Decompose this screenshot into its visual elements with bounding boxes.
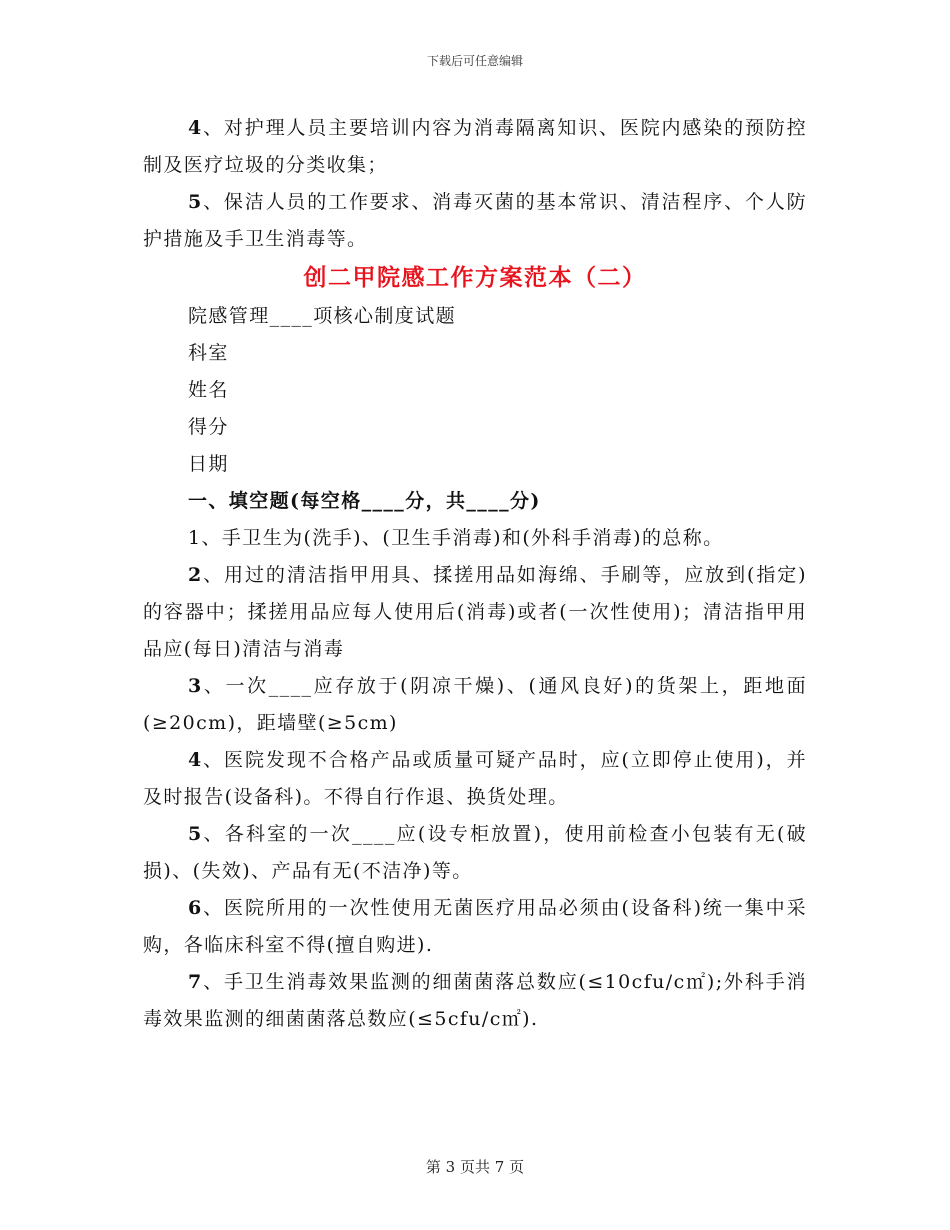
item-number: 1: [188, 527, 202, 549]
item-text: 、一次____应存放于(阴凉干燥)、(通风良好)的货架上，距地面(≥20cm)，距墙壁(≥5cm): [143, 675, 807, 734]
item-number: 7: [188, 971, 203, 993]
score-field-label: 得分: [188, 416, 229, 438]
item-text: 、手卫生为(洗手)、(卫生手消毒)和(外科手消毒)的总称。: [201, 527, 724, 549]
exam-title-line: 院感管理____项核心制度试题: [188, 305, 457, 327]
item-text: 、对护理人员主要培训内容为消毒隔离知识、医院内感染的预防控制及医疗垃圾的分类收集；: [143, 117, 807, 176]
section-title: 创二甲院感工作方案范本（二）: [303, 265, 647, 291]
item-number: 4: [188, 117, 203, 139]
item-text: 、医院发现不合格产品或质量可疑产品时，应(立即停止使用)，并及时报告(设备科)。不得自行作退、换货处理。: [143, 749, 807, 808]
question-item: [143, 742, 807, 816]
item-text: 、医院所用的一次性使用无菌医疗用品必须由(设备科)统一集中采购，各临床科室不得(擅自购进).: [143, 897, 807, 956]
document-body: [143, 110, 807, 1038]
question-item: [143, 520, 807, 557]
question-item: [143, 964, 807, 1038]
item-number: 2: [188, 564, 203, 586]
item-text: 、各科室的一次____应(设专柜放置)，使用前检查小包装有无(破损)、(失效)、产品有无(不洁净)等。: [143, 823, 807, 882]
name-field-label: 姓名: [188, 379, 229, 401]
item-number: 5: [188, 823, 203, 845]
list-item: [143, 184, 807, 258]
page-header: 下载后可任意编辑: [426, 54, 523, 68]
date-field-label: 日期: [188, 453, 229, 475]
question-item: [143, 668, 807, 742]
section-heading: 一、填空题(每空格____分，共____分): [188, 490, 541, 512]
question-item: [143, 816, 807, 890]
list-item: [143, 110, 807, 184]
page-footer: 第 3 页共 7 页: [425, 1158, 525, 1176]
department-field-label: 科室: [188, 342, 229, 364]
item-number: 5: [188, 191, 203, 213]
question-item: [143, 557, 807, 668]
item-text: 、保洁人员的工作要求、消毒灭菌的基本常识、清洁程序、个人防护措施及手卫生消毒等。: [143, 191, 807, 250]
item-text: 、用过的清洁指甲用具、揉搓用品如海绵、手刷等，应放到(指定)的容器中；揉搓用品应每人使用后(消毒)或者(一次性使用)；清洁指甲用品应(每日)清洁与消毒: [143, 564, 807, 660]
question-item: [143, 890, 807, 964]
item-number: 3: [188, 675, 203, 697]
item-number: 6: [188, 897, 203, 919]
item-number: 4: [188, 749, 203, 771]
item-text: 、手卫生消毒效果监测的细菌菌落总数应(≤10cfu/c㎡);外科手消毒效果监测的细菌菌落总数应(≤5cfu/c㎡).: [143, 971, 807, 1030]
